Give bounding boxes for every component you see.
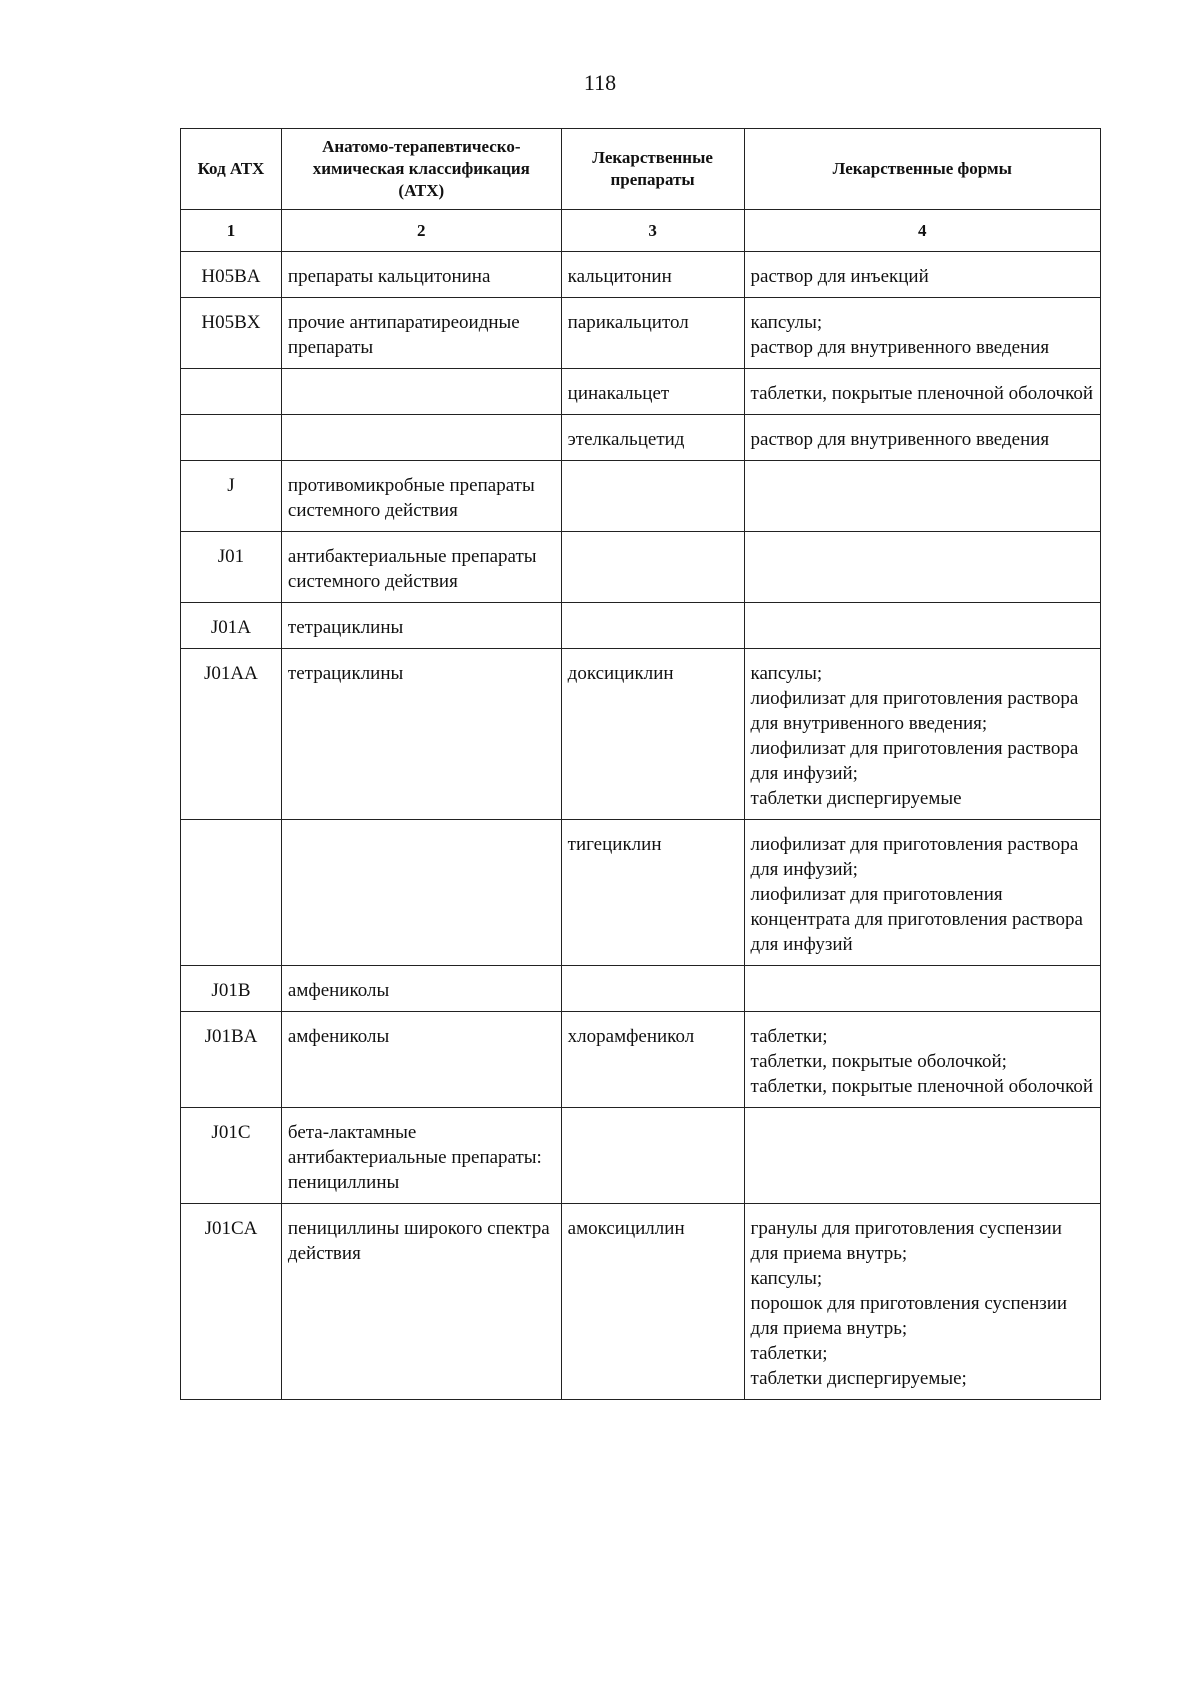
dosage-form-item: лиофилизат для приготовления раствора для инфузий;: [750, 834, 1079, 880]
drug-cell: [561, 966, 744, 1012]
drug-cell: [561, 532, 744, 603]
atx-code-cell: J: [181, 461, 282, 532]
classification-cell: антибактериальные препараты системного действия: [281, 532, 561, 603]
atx-code-cell: J01BA: [181, 1012, 282, 1108]
table-row: [181, 1204, 1101, 1400]
atx-code-cell: J01B: [181, 966, 282, 1012]
dosage-forms-cell: [744, 603, 1100, 649]
atx-table: [180, 128, 1101, 1400]
dosage-form-item: лиофилизат для приготовления раствора для инфузий;: [750, 738, 1079, 784]
dosage-forms-cell: [744, 1204, 1100, 1400]
table-row: [181, 966, 1101, 1012]
table-row: [181, 252, 1101, 298]
atx-code-cell: H05BX: [181, 298, 282, 369]
atx-code-cell: J01: [181, 532, 282, 603]
dosage-forms-cell: [744, 369, 1100, 415]
dosage-forms-cell: [744, 298, 1100, 369]
dosage-form-item: таблетки;: [750, 1026, 828, 1047]
drug-cell: кальцитонин: [561, 252, 744, 298]
dosage-form-item: лиофилизат для приготовления раствора для внутривенного введения;: [750, 688, 1079, 734]
classification-cell: амфениколы: [281, 966, 561, 1012]
atx-code-cell: [181, 415, 282, 461]
dosage-form-item: капсулы;: [750, 663, 823, 684]
drug-cell: [561, 461, 744, 532]
drug-cell: парикальцитол: [561, 298, 744, 369]
drug-cell: хлорамфеникол: [561, 1012, 744, 1108]
dosage-form-item: таблетки диспергируемые;: [750, 1368, 967, 1389]
table-row: [181, 369, 1101, 415]
dosage-form-item: капсулы;: [750, 312, 823, 333]
dosage-forms-cell: [744, 966, 1100, 1012]
atx-code-cell: J01CA: [181, 1204, 282, 1400]
dosage-form-item: таблетки диспергируемые: [750, 788, 962, 809]
page-number: 118: [583, 70, 617, 95]
dosage-form-item: таблетки, покрытые оболочкой;: [750, 1051, 1007, 1072]
table-row: [181, 298, 1101, 369]
classification-cell: препараты кальцитонина: [281, 252, 561, 298]
header-code: Код АТХ: [181, 129, 282, 210]
drug-cell: [561, 603, 744, 649]
table-row: [181, 461, 1101, 532]
dosage-form-item: порошок для приготовления суспензии для приема внутрь;: [750, 1293, 1068, 1339]
classification-cell: [281, 369, 561, 415]
atx-code-cell: [181, 820, 282, 966]
dosage-forms-cell: [744, 461, 1100, 532]
atx-table-body: [181, 252, 1101, 1400]
dosage-form-item: лиофилизат для приготовления концентрата для приготовления раствора для инфузий: [750, 884, 1083, 955]
atx-code-cell: H05BA: [181, 252, 282, 298]
drug-cell: этелкальцетид: [561, 415, 744, 461]
table-row: [181, 532, 1101, 603]
drug-cell: амоксициллин: [561, 1204, 744, 1400]
dosage-form-item: раствор для внутривенного введения: [750, 429, 1050, 450]
dosage-form-item: раствор для инъекций: [750, 266, 929, 287]
table-row: [181, 1108, 1101, 1204]
classification-cell: [281, 820, 561, 966]
dosage-form-item: раствор для внутривенного введения: [750, 337, 1050, 358]
classification-cell: прочие антипаратиреоидные препараты: [281, 298, 561, 369]
column-number: 2: [281, 210, 561, 252]
dosage-forms-cell: [744, 649, 1100, 820]
dosage-form-item: гранулы для приготовления суспензии для приема внутрь;: [750, 1218, 1062, 1264]
classification-cell: амфениколы: [281, 1012, 561, 1108]
classification-cell: противомикробные препараты системного действия: [281, 461, 561, 532]
header-forms: Лекарственные формы: [744, 129, 1100, 210]
header-drugs: Лекарственные препараты: [561, 129, 744, 210]
classification-cell: пенициллины широкого спектра действия: [281, 1204, 561, 1400]
table-row: [181, 1012, 1101, 1108]
table-row: [181, 649, 1101, 820]
drug-cell: цинакальцет: [561, 369, 744, 415]
dosage-form-item: таблетки;: [750, 1343, 828, 1364]
classification-cell: тетрациклины: [281, 649, 561, 820]
drug-cell: тигециклин: [561, 820, 744, 966]
dosage-forms-cell: [744, 415, 1100, 461]
atx-code-cell: J01A: [181, 603, 282, 649]
column-number: 3: [561, 210, 744, 252]
dosage-form-item: таблетки, покрытые пленочной оболочкой: [750, 383, 1094, 404]
classification-cell: тетрациклины: [281, 603, 561, 649]
table-row: [181, 603, 1101, 649]
dosage-forms-cell: [744, 532, 1100, 603]
table-row: [181, 820, 1101, 966]
dosage-forms-cell: [744, 1108, 1100, 1204]
column-number: 1: [181, 210, 282, 252]
drug-cell: [561, 1108, 744, 1204]
atx-code-cell: [181, 369, 282, 415]
table-row: [181, 415, 1101, 461]
dosage-forms-cell: [744, 252, 1100, 298]
dosage-form-item: таблетки, покрытые пленочной оболочкой: [750, 1076, 1094, 1097]
classification-cell: [281, 415, 561, 461]
column-number-row: [181, 210, 1101, 252]
classification-cell: бета-лактамные антибактериальные препараты: пенициллины: [281, 1108, 561, 1204]
dosage-form-item: капсулы;: [750, 1268, 823, 1289]
atx-code-cell: J01C: [181, 1108, 282, 1204]
header-row: [181, 129, 1101, 210]
header-classification: Анатомо-терапевтическо-химическая классификация (АТХ): [281, 129, 561, 210]
drug-cell: доксициклин: [561, 649, 744, 820]
column-number: 4: [744, 210, 1100, 252]
atx-code-cell: J01AA: [181, 649, 282, 820]
dosage-forms-cell: [744, 1012, 1100, 1108]
dosage-forms-cell: [744, 820, 1100, 966]
